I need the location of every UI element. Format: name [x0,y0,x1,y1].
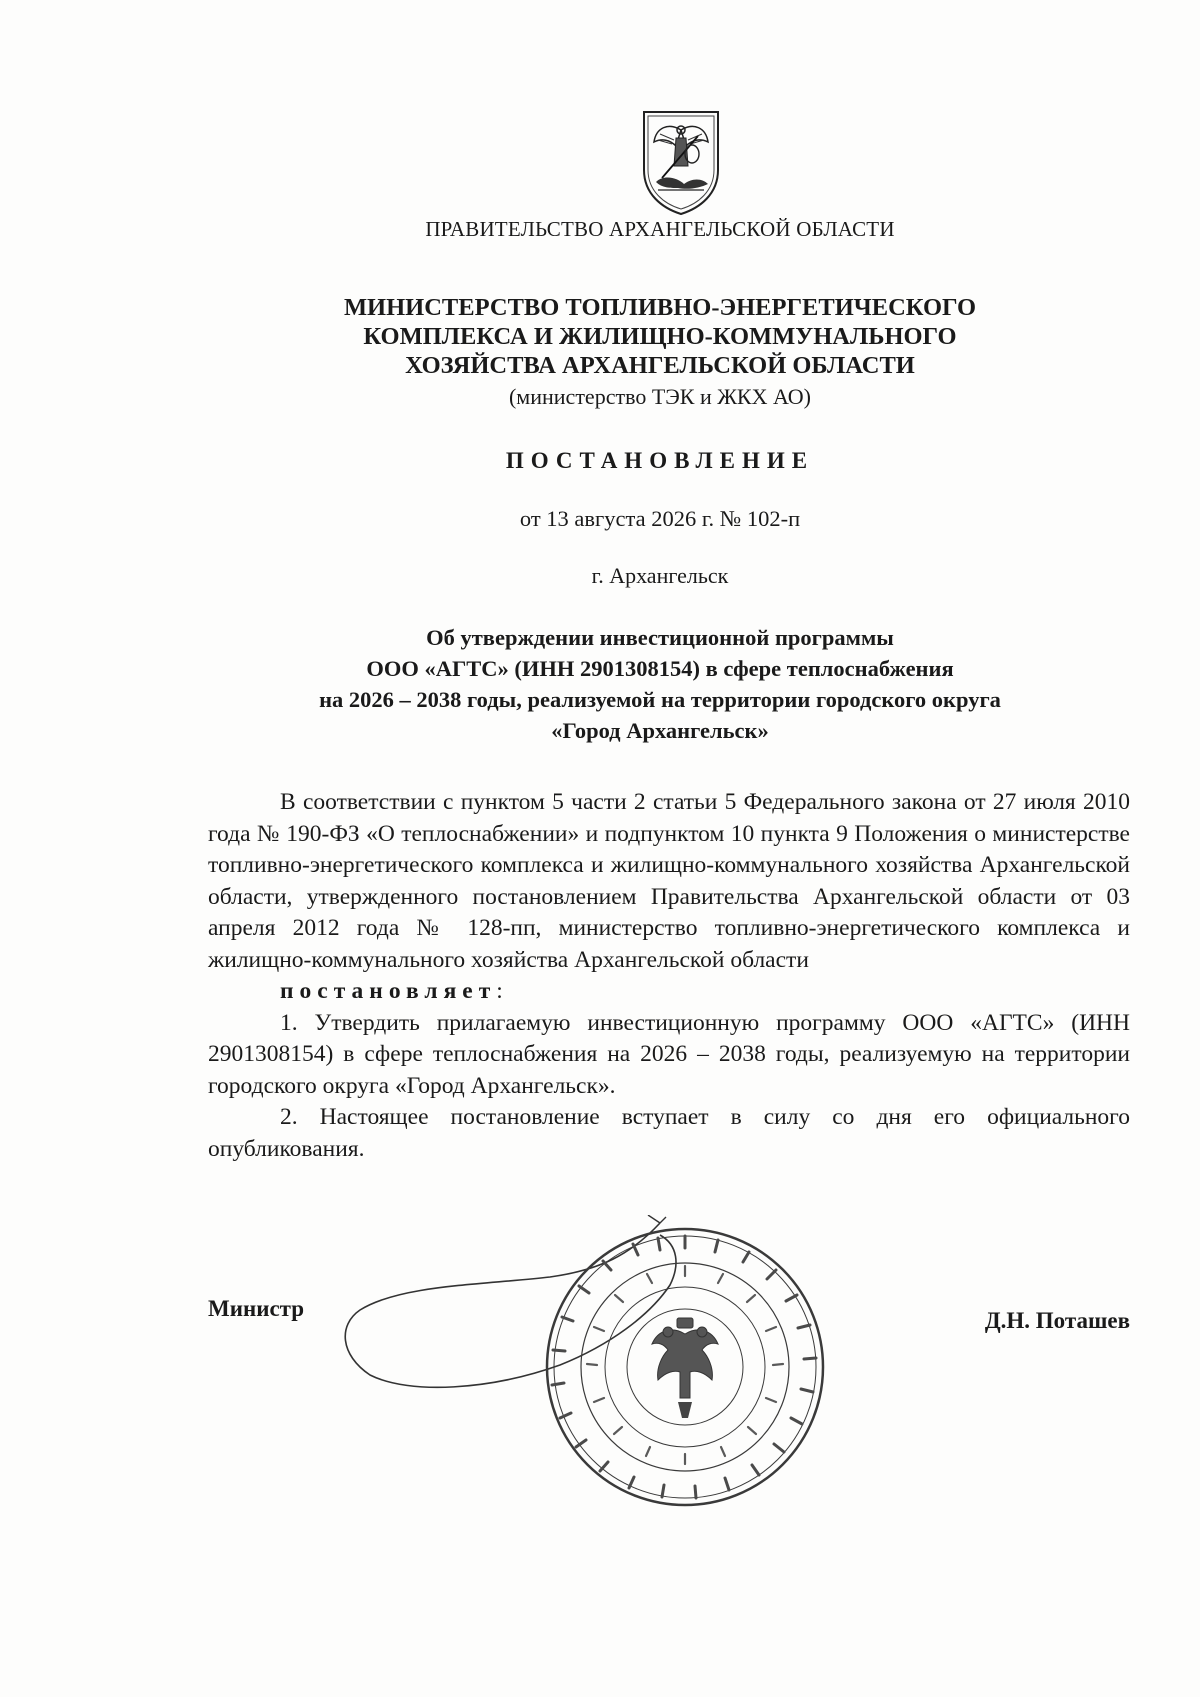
subject-line-3: на 2026 – 2038 годы, реализуемой на территории городского округа [319,687,1001,712]
resolves-word: постановляет [280,978,497,1004]
ministry-name [0,293,1200,380]
signatory-position: Министр [208,1296,305,1321]
ministry-line-1: МИНИСТЕРСТВО ТОПЛИВНО-ЭНЕРГЕТИЧЕСКОГО [343,294,977,321]
subject-line-4: «Город Архангельск» [551,718,769,743]
decree-body [208,787,1130,1165]
item-2-paragraph: 2. Настоящее постановление вступает в силу со дня его официального опубликования. [208,1104,1130,1162]
signatory-name: Д.Н. Поташев [984,1308,1130,1333]
government-name: ПРАВИТЕЛЬСТВО АРХАНГЕЛЬСКОЙ ОБЛАСТИ [425,217,895,241]
decree-subject [0,622,1200,746]
ministry-line-2: КОМПЛЕКСА И ЖИЛИЩНО-КОММУНАЛЬНОГО [363,323,957,350]
decree-title: ПОСТАНОВЛЕНИЕ [505,448,815,473]
item-1-paragraph: 1. Утвердить прилагаемую инвестиционную программу ООО «АГТС» (ИНН 2901308154) в сфере теплоснабжения на 2026 – 2038 годы, реализуемую на территории городского округа «Город Архангельск». [208,1009,1130,1099]
preamble-paragraph: В соответствии с пунктом 5 части 2 статьи 5 Федерального закона от 27 июля 2010 года № 190-ФЗ «О теплоснабжении» и подпунктом 10 пункта 9 Положения о министерстве топливно-энергетического комплекса и жилищно-коммунального хозяйства Архангельской области, утвержденного постановлением Правительства Архангельской области от 03 апреля 2012 года № 128-пп, министерство топливно-энергетического комплекса и жилищно-коммунального хозяйства Архангельской области [208,789,1130,973]
ministry-abbreviation: (министерство ТЭК и ЖКХ АО) [508,384,812,409]
official-seal-icon [540,1222,830,1512]
decree-date-number: от 13 августа 2026 г. № 102-п [519,506,801,531]
resolves-paragraph [208,976,1130,1008]
decree-city: г. Архангельск [591,563,729,588]
subject-line-2: ООО «АГТС» (ИНН 2901308154) в сфере теплоснабжения [366,656,954,681]
resolves-colon: : [496,978,503,1004]
coat-of-arms-icon [638,108,724,216]
subject-line-1: Об утверждении инвестиционной программы [426,625,894,650]
signature-block [208,1296,1130,1336]
ministry-line-3: ХОЗЯЙСТВА АРХАНГЕЛЬСКОЙ ОБЛАСТИ [405,352,915,379]
